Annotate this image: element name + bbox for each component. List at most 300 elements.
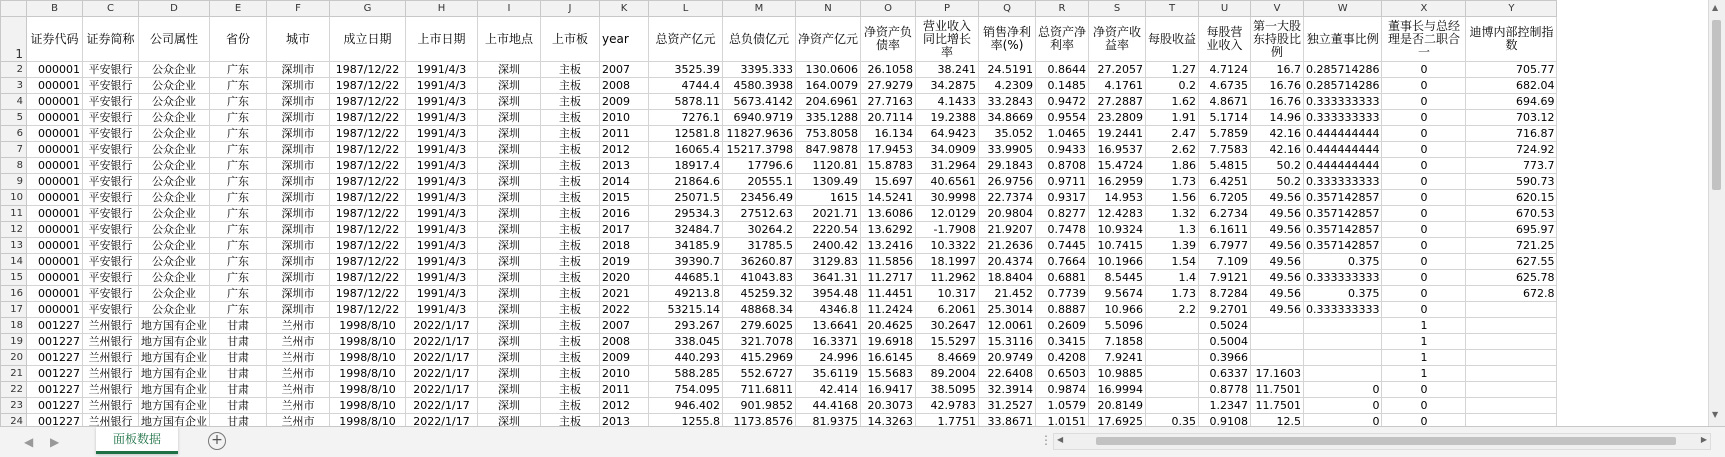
table-cell[interactable]: 公众企业 [139,270,210,286]
table-cell[interactable]: 0.357142857 [1304,206,1382,222]
table-cell[interactable]: 1991/4/3 [406,78,478,94]
table-cell[interactable]: 0.8778 [1199,382,1251,398]
table-cell[interactable]: 1.2347 [1199,398,1251,414]
table-cell[interactable]: 主板 [541,350,600,366]
table-cell[interactable]: 甘肃 [210,366,267,382]
table-cell[interactable]: 1987/12/22 [330,206,406,222]
table-cell[interactable]: 0 [1382,414,1466,427]
table-cell[interactable]: 公众企业 [139,190,210,206]
table-cell[interactable]: 0.7739 [1036,286,1089,302]
table-cell[interactable]: 1 [1382,366,1466,382]
table-cell[interactable]: 21.9207 [979,222,1036,238]
table-cell[interactable]: 0.6881 [1036,270,1089,286]
table-cell[interactable]: 主板 [541,62,600,78]
table-cell[interactable]: 4.2309 [979,78,1036,94]
table-cell[interactable]: 深圳 [478,62,541,78]
table-cell[interactable]: -1.7908 [916,222,979,238]
table-cell[interactable]: 1.86 [1146,158,1199,174]
table-cell[interactable]: 11.2717 [861,270,916,286]
table-cell[interactable]: 兰州银行 [83,366,139,382]
table-cell[interactable]: 平安银行 [83,222,139,238]
table-cell[interactable]: 1987/12/22 [330,94,406,110]
table-cell[interactable]: 2021.71 [796,206,861,222]
table-cell[interactable]: 16.3371 [796,334,861,350]
table-cell[interactable]: 3129.83 [796,254,861,270]
table-cell[interactable]: 1991/4/3 [406,222,478,238]
table-cell[interactable]: 2022/1/17 [406,334,478,350]
table-cell[interactable]: 12.5 [1251,414,1304,427]
table-cell[interactable]: 11.5856 [861,254,916,270]
table-cell[interactable] [1251,350,1304,366]
header-cell[interactable]: 省份 [210,17,267,62]
table-cell[interactable]: 1991/4/3 [406,286,478,302]
table-cell[interactable]: 1.73 [1146,174,1199,190]
table-cell[interactable]: 001227 [27,414,83,427]
table-cell[interactable]: 2.47 [1146,126,1199,142]
table-cell[interactable]: 2018 [600,238,649,254]
table-cell[interactable]: 000001 [27,142,83,158]
table-cell[interactable]: 6.7205 [1199,190,1251,206]
table-cell[interactable]: 广东 [210,142,267,158]
table-cell[interactable]: 24.5191 [979,62,1036,78]
table-cell[interactable]: 1991/4/3 [406,94,478,110]
table-cell[interactable]: 0.9472 [1036,94,1089,110]
table-cell[interactable] [1304,334,1382,350]
table-cell[interactable]: 兰州银行 [83,318,139,334]
table-cell[interactable]: 705.77 [1466,62,1557,78]
table-cell[interactable]: 19.2441 [1089,126,1146,142]
header-cell[interactable]: year [600,17,649,62]
table-cell[interactable]: 552.6727 [723,366,796,382]
table-cell[interactable]: 甘肃 [210,350,267,366]
table-cell[interactable]: 901.9852 [723,398,796,414]
table-cell[interactable]: 0.8708 [1036,158,1089,174]
table-cell[interactable]: 2014 [600,174,649,190]
table-cell[interactable]: 0.3966 [1199,350,1251,366]
table-cell[interactable]: 27.9279 [861,78,916,94]
table-cell[interactable]: 1 [1382,350,1466,366]
table-cell[interactable]: 地方国有企业 [139,382,210,398]
table-cell[interactable]: 24.996 [796,350,861,366]
table-cell[interactable]: 1.4 [1146,270,1199,286]
table-cell[interactable]: 1987/12/22 [330,222,406,238]
column-header[interactable]: L [649,1,723,17]
table-cell[interactable]: 2.62 [1146,142,1199,158]
table-cell[interactable]: 20.7114 [861,110,916,126]
table-cell[interactable]: 001227 [27,366,83,382]
table-cell[interactable]: 440.293 [649,350,723,366]
table-cell[interactable]: 平安银行 [83,190,139,206]
table-cell[interactable] [1251,334,1304,350]
table-cell[interactable]: 1991/4/3 [406,206,478,222]
header-cell[interactable]: 净资产亿元 [796,17,861,62]
table-cell[interactable]: 1987/12/22 [330,174,406,190]
column-header[interactable]: M [723,1,796,17]
row-number[interactable]: 24 [1,414,27,427]
table-cell[interactable]: 0.285714286 [1304,62,1382,78]
table-cell[interactable]: 2015 [600,190,649,206]
table-cell[interactable]: 深圳 [478,270,541,286]
table-cell[interactable]: 20.4374 [979,254,1036,270]
column-header[interactable]: D [139,1,210,17]
table-cell[interactable]: 49213.8 [649,286,723,302]
table-cell[interactable]: 1.32 [1146,206,1199,222]
table-cell[interactable]: 23456.49 [723,190,796,206]
table-cell[interactable]: 2021 [600,286,649,302]
table-cell[interactable]: 深圳 [478,254,541,270]
scroll-up-icon[interactable]: ▲ [1712,3,1719,12]
row-number[interactable]: 4 [1,94,27,110]
table-cell[interactable] [1146,382,1199,398]
table-cell[interactable]: 20.8149 [1089,398,1146,414]
table-cell[interactable]: 公众企业 [139,302,210,318]
table-cell[interactable]: 4.1433 [916,94,979,110]
header-cell[interactable]: 上市地点 [478,17,541,62]
table-cell[interactable]: 672.8 [1466,286,1557,302]
table-cell[interactable]: 1.39 [1146,238,1199,254]
table-cell[interactable]: 1991/4/3 [406,254,478,270]
table-cell[interactable]: 深圳市 [267,206,330,222]
table-cell[interactable]: 1998/8/10 [330,382,406,398]
table-cell[interactable]: 1.0579 [1036,398,1089,414]
table-cell[interactable]: 53215.14 [649,302,723,318]
table-cell[interactable]: 0.2 [1146,78,1199,94]
table-cell[interactable]: 深圳 [478,238,541,254]
table-cell[interactable]: 1991/4/3 [406,62,478,78]
table-cell[interactable]: 0.357142857 [1304,222,1382,238]
table-cell[interactable]: 2220.54 [796,222,861,238]
table-cell[interactable]: 13.2416 [861,238,916,254]
table-cell[interactable]: 13.6641 [796,318,861,334]
table-cell[interactable]: 平安银行 [83,158,139,174]
row-number[interactable]: 16 [1,286,27,302]
table-cell[interactable]: 1987/12/22 [330,238,406,254]
column-header[interactable]: Q [979,1,1036,17]
table-cell[interactable]: 6.2734 [1199,206,1251,222]
table-cell[interactable]: 主板 [541,318,600,334]
table-cell[interactable]: 29534.3 [649,206,723,222]
table-cell[interactable]: 38.241 [916,62,979,78]
table-cell[interactable]: 10.9885 [1089,366,1146,382]
table-cell[interactable]: 44685.1 [649,270,723,286]
table-cell[interactable]: 716.87 [1466,126,1557,142]
row-number[interactable]: 15 [1,270,27,286]
table-cell[interactable]: 主板 [541,398,600,414]
table-cell[interactable]: 深圳 [478,334,541,350]
table-cell[interactable]: 590.73 [1466,174,1557,190]
table-cell[interactable]: 主板 [541,302,600,318]
table-cell[interactable]: 深圳市 [267,190,330,206]
table-cell[interactable]: 81.9375 [796,414,861,427]
table-cell[interactable] [1146,334,1199,350]
scroll-left-icon[interactable]: ◀ [1057,435,1064,444]
table-cell[interactable]: 000001 [27,174,83,190]
table-cell[interactable]: 0 [1382,126,1466,142]
table-cell[interactable]: 0 [1382,94,1466,110]
table-cell[interactable]: 27.2887 [1089,94,1146,110]
table-cell[interactable]: 2009 [600,350,649,366]
table-cell[interactable]: 1998/8/10 [330,398,406,414]
table-cell[interactable]: 深圳市 [267,62,330,78]
table-cell[interactable]: 22.7374 [979,190,1036,206]
table-cell[interactable] [1304,318,1382,334]
table-cell[interactable]: 深圳 [478,398,541,414]
table-cell[interactable]: 15.3116 [979,334,1036,350]
table-cell[interactable]: 1991/4/3 [406,110,478,126]
table-cell[interactable]: 平安银行 [83,94,139,110]
header-cell[interactable]: 销售净利率(%) [979,17,1036,62]
table-cell[interactable]: 平安银行 [83,62,139,78]
table-cell[interactable]: 8.4669 [916,350,979,366]
table-cell[interactable]: 2010 [600,110,649,126]
table-cell[interactable]: 627.55 [1466,254,1557,270]
table-cell[interactable]: 5.4815 [1199,158,1251,174]
table-cell[interactable]: 公众企业 [139,94,210,110]
table-cell[interactable]: 0.9554 [1036,110,1089,126]
table-cell[interactable]: 20555.1 [723,174,796,190]
header-cell[interactable]: 总资产净利率 [1036,17,1089,62]
table-cell[interactable]: 平安银行 [83,286,139,302]
table-cell[interactable]: 主板 [541,366,600,382]
column-header[interactable]: U [1199,1,1251,17]
table-cell[interactable]: 1991/4/3 [406,190,478,206]
table-cell[interactable]: 130.0606 [796,62,861,78]
table-cell[interactable]: 深圳市 [267,158,330,174]
table-cell[interactable]: 地方国有企业 [139,334,210,350]
table-cell[interactable]: 49.56 [1251,238,1304,254]
add-sheet-icon[interactable]: + [208,432,226,450]
table-cell[interactable]: 1991/4/3 [406,142,478,158]
table-cell[interactable]: 3641.31 [796,270,861,286]
header-cell[interactable]: 证券简称 [83,17,139,62]
table-cell[interactable]: 公众企业 [139,222,210,238]
table-cell[interactable]: 33.9905 [979,142,1036,158]
column-header[interactable]: B [27,1,83,17]
row-number[interactable]: 17 [1,302,27,318]
table-cell[interactable]: 3954.48 [796,286,861,302]
table-cell[interactable]: 2022 [600,302,649,318]
table-cell[interactable]: 0.1485 [1036,78,1089,94]
table-cell[interactable]: 31.2964 [916,158,979,174]
table-cell[interactable]: 15.697 [861,174,916,190]
table-cell[interactable]: 000001 [27,190,83,206]
table-cell[interactable]: 14.953 [1089,190,1146,206]
table-cell[interactable]: 0 [1382,254,1466,270]
row-number[interactable]: 20 [1,350,27,366]
table-cell[interactable]: 5878.11 [649,94,723,110]
table-cell[interactable]: 204.6961 [796,94,861,110]
header-cell[interactable]: 总负债亿元 [723,17,796,62]
table-cell[interactable]: 17.9453 [861,142,916,158]
table-cell[interactable]: 4346.8 [796,302,861,318]
table-cell[interactable]: 0 [1304,398,1382,414]
table-cell[interactable]: 深圳 [478,174,541,190]
table-cell[interactable]: 0.9433 [1036,142,1089,158]
table-cell[interactable]: 164.0079 [796,78,861,94]
table-cell[interactable]: 地方国有企业 [139,398,210,414]
table-cell[interactable]: 2022/1/17 [406,398,478,414]
table-cell[interactable]: 深圳 [478,382,541,398]
table-cell[interactable]: 0 [1304,414,1382,427]
table-cell[interactable]: 1987/12/22 [330,190,406,206]
table-cell[interactable]: 兰州银行 [83,398,139,414]
table-cell[interactable]: 64.9423 [916,126,979,142]
table-cell[interactable]: 7.9241 [1089,350,1146,366]
table-cell[interactable]: 2013 [600,414,649,427]
table-cell[interactable]: 深圳 [478,302,541,318]
table-cell[interactable]: 2012 [600,398,649,414]
table-cell[interactable]: 平安银行 [83,174,139,190]
table-cell[interactable]: 2022/1/17 [406,366,478,382]
table-cell[interactable]: 25.3014 [979,302,1036,318]
table-cell[interactable]: 1991/4/3 [406,158,478,174]
table-cell[interactable]: 000001 [27,126,83,142]
table-cell[interactable]: 17.6925 [1089,414,1146,427]
table-cell[interactable]: 广东 [210,158,267,174]
horizontal-scrollbar[interactable] [1053,433,1711,450]
table-cell[interactable]: 1.73 [1146,286,1199,302]
table-cell[interactable]: 20.4625 [861,318,916,334]
row-number[interactable]: 3 [1,78,27,94]
table-cell[interactable] [1251,318,1304,334]
table-cell[interactable]: 33.8671 [979,414,1036,427]
table-cell[interactable]: 2012 [600,142,649,158]
table-cell[interactable]: 0.8887 [1036,302,1089,318]
header-cell[interactable]: 净资产收益率 [1089,17,1146,62]
table-cell[interactable]: 000001 [27,206,83,222]
header-cell[interactable]: 城市 [267,17,330,62]
row-number[interactable]: 14 [1,254,27,270]
table-cell[interactable]: 847.9878 [796,142,861,158]
table-cell[interactable]: 深圳 [478,286,541,302]
table-cell[interactable]: 8.5445 [1089,270,1146,286]
table-cell[interactable]: 10.966 [1089,302,1146,318]
table-cell[interactable]: 21864.6 [649,174,723,190]
table-cell[interactable]: 26.9756 [979,174,1036,190]
column-header[interactable]: G [330,1,406,17]
table-cell[interactable]: 2400.42 [796,238,861,254]
table-cell[interactable]: 平安银行 [83,78,139,94]
table-cell[interactable]: 主板 [541,190,600,206]
table-cell[interactable]: 主板 [541,158,600,174]
table-cell[interactable]: 1.7751 [916,414,979,427]
table-cell[interactable]: 000001 [27,62,83,78]
table-cell[interactable]: 5.5096 [1089,318,1146,334]
table-cell[interactable]: 000001 [27,270,83,286]
table-cell[interactable]: 甘肃 [210,318,267,334]
table-cell[interactable]: 0.375 [1304,286,1382,302]
table-cell[interactable]: 10.1966 [1089,254,1146,270]
column-header[interactable]: C [83,1,139,17]
table-cell[interactable]: 16.134 [861,126,916,142]
table-cell[interactable]: 11.4451 [861,286,916,302]
row-number[interactable]: 23 [1,398,27,414]
table-cell[interactable]: 兰州市 [267,398,330,414]
header-cell[interactable]: 每股收益 [1146,17,1199,62]
table-cell[interactable]: 682.04 [1466,78,1557,94]
table-cell[interactable]: 30.9998 [916,190,979,206]
table-cell[interactable]: 1173.8576 [723,414,796,427]
table-cell[interactable]: 1987/12/22 [330,254,406,270]
table-cell[interactable]: 21.452 [979,286,1036,302]
table-cell[interactable]: 35.6119 [796,366,861,382]
table-cell[interactable]: 广东 [210,302,267,318]
table-cell[interactable]: 平安银行 [83,142,139,158]
table-cell[interactable]: 兰州银行 [83,334,139,350]
prev-sheet-icon[interactable]: ◀ [24,435,34,449]
table-cell[interactable]: 001227 [27,350,83,366]
table-cell[interactable]: 0.444444444 [1304,126,1382,142]
table-cell[interactable]: 6.1611 [1199,222,1251,238]
table-cell[interactable]: 主板 [541,270,600,286]
table-cell[interactable]: 主板 [541,110,600,126]
row-number[interactable]: 7 [1,142,27,158]
table-cell[interactable]: 620.15 [1466,190,1557,206]
table-cell[interactable]: 30264.2 [723,222,796,238]
table-cell[interactable]: 1991/4/3 [406,174,478,190]
table-cell[interactable]: 7.1858 [1089,334,1146,350]
table-cell[interactable]: 338.045 [649,334,723,350]
table-cell[interactable]: 26.1058 [861,62,916,78]
row-number[interactable]: 13 [1,238,27,254]
table-cell[interactable]: 兰州市 [267,366,330,382]
table-cell[interactable]: 001227 [27,318,83,334]
table-cell[interactable]: 深圳市 [267,302,330,318]
table-cell[interactable]: 深圳市 [267,78,330,94]
table-cell[interactable]: 广东 [210,286,267,302]
table-cell[interactable]: 753.8058 [796,126,861,142]
table-cell[interactable]: 1987/12/22 [330,110,406,126]
table-cell[interactable]: 深圳 [478,414,541,427]
header-cell[interactable]: 公司属性 [139,17,210,62]
table-cell[interactable]: 甘肃 [210,382,267,398]
table-cell[interactable]: 0 [1382,286,1466,302]
table-cell[interactable]: 17.1603 [1251,366,1304,382]
table-cell[interactable]: 000001 [27,222,83,238]
table-cell[interactable]: 0 [1382,110,1466,126]
table-cell[interactable]: 广东 [210,78,267,94]
table-cell[interactable]: 6.7977 [1199,238,1251,254]
table-cell[interactable]: 7.7583 [1199,142,1251,158]
table-cell[interactable]: 2022/1/17 [406,414,478,427]
table-cell[interactable]: 20.3073 [861,398,916,414]
table-cell[interactable]: 1987/12/22 [330,142,406,158]
row-number[interactable]: 22 [1,382,27,398]
table-cell[interactable]: 广东 [210,190,267,206]
table-cell[interactable]: 0.2609 [1036,318,1089,334]
table-cell[interactable]: 1987/12/22 [330,78,406,94]
table-cell[interactable]: 40.6561 [916,174,979,190]
table-cell[interactable]: 1615 [796,190,861,206]
column-header[interactable]: W [1304,1,1382,17]
table-cell[interactable]: 000001 [27,254,83,270]
table-cell[interactable]: 1.91 [1146,110,1199,126]
table-cell[interactable]: 42.9783 [916,398,979,414]
table-cell[interactable]: 0.8277 [1036,206,1089,222]
table-cell[interactable]: 4.6735 [1199,78,1251,94]
table-cell[interactable]: 1987/12/22 [330,158,406,174]
table-cell[interactable]: 广东 [210,126,267,142]
table-cell[interactable]: 主板 [541,126,600,142]
table-cell[interactable]: 15.8783 [861,158,916,174]
table-cell[interactable]: 0 [1382,206,1466,222]
table-cell[interactable]: 1998/8/10 [330,334,406,350]
table-cell[interactable]: 1998/8/10 [330,350,406,366]
table-cell[interactable]: 深圳市 [267,222,330,238]
table-cell[interactable]: 11.7501 [1251,398,1304,414]
table-cell[interactable]: 1987/12/22 [330,270,406,286]
table-cell[interactable]: 兰州银行 [83,382,139,398]
